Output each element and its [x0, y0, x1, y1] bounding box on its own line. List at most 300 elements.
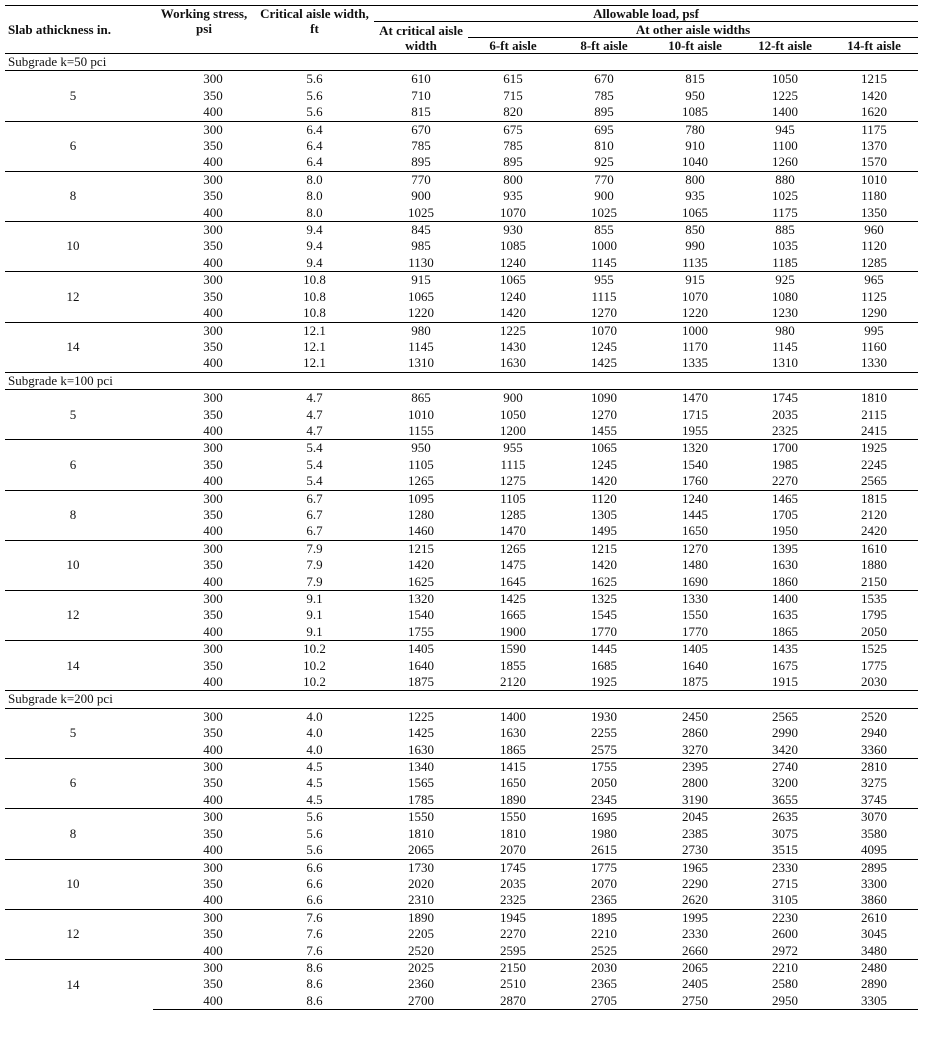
working-stress-cell: 350 [203, 338, 223, 354]
load-cell: 2385 [682, 825, 708, 841]
load-cell: 2120 [861, 506, 888, 522]
subgrade-row [5, 372, 918, 389]
load-cell: 1220 [408, 305, 434, 321]
load-cell: 1420 [591, 473, 617, 489]
load-cell: 1145 [408, 338, 434, 354]
load-cell: 1050 [500, 406, 526, 422]
load-cell: 2290 [682, 875, 708, 891]
load-cell: 1795 [861, 607, 888, 623]
slab-thickness-cell: 12 [5, 909, 153, 959]
load-cell: 3480 [861, 942, 888, 958]
working-stress-cell: 300 [153, 809, 255, 826]
load-cell: 1270 [591, 305, 617, 321]
load-cell: 1915 [772, 674, 798, 690]
load-cell: 1760 [682, 473, 708, 489]
load-cell: 2600 [772, 926, 798, 942]
load-cell: 1240 [500, 288, 526, 304]
critical-aisle-cell: 12.1 [255, 322, 374, 339]
load-cell: 2205 [408, 926, 434, 942]
working-stress-cell: 400 [203, 741, 223, 757]
load-cell: 1065 [558, 440, 650, 457]
load-cell: 1630 [500, 725, 526, 741]
subgrade-row [5, 691, 918, 708]
load-cell: 1675 [772, 657, 798, 673]
load-cell: 2740 [740, 759, 830, 776]
load-cell: 1430 [500, 338, 526, 354]
load-cell: 1085 [682, 104, 708, 120]
critical-aisle-cell: 6.4 [255, 121, 374, 138]
load-cell: 1925 [591, 674, 617, 690]
load-cell: 1925 [830, 440, 918, 457]
subgrade-label: Subgrade k=100 pci [5, 372, 918, 389]
slab-thickness-cell: 8 [5, 171, 153, 221]
load-cell: 3045 [861, 926, 888, 942]
load-cell: 2800 [682, 775, 708, 791]
load-cell: 1245 [591, 338, 617, 354]
load-cell: 1265 [468, 540, 558, 557]
load-cell: 1745 [772, 390, 798, 406]
load-cell: 1445 [682, 506, 708, 522]
load-cell: 2565 [772, 708, 798, 724]
load-cell: 2245 [861, 456, 888, 472]
load-cell: 1335 [682, 355, 708, 371]
load-cell: 1115 [591, 288, 617, 304]
load-cell: 1875 [408, 674, 434, 690]
table-body [5, 54, 918, 1010]
load-cell: 2705 [558, 993, 650, 1010]
critical-aisle-cell: 12.1 [303, 355, 326, 371]
critical-aisle-cell: 10.8 [303, 305, 326, 321]
load-cell: 1200 [500, 422, 526, 438]
working-stress-cell: 300 [153, 121, 255, 138]
load-cell: 1755 [558, 759, 650, 776]
load-cell: 880 [740, 171, 830, 188]
working-stress-cell: 350 [203, 825, 223, 841]
load-cell: 1025 [772, 188, 798, 204]
critical-aisle-cell: 5.6 [306, 825, 323, 841]
load-cell: 2415 [861, 422, 888, 438]
load-cell: 3070 [830, 809, 918, 826]
load-cell: 2580 [772, 976, 798, 992]
load-cell: 1025 [591, 204, 617, 220]
load-cell: 1625 [591, 573, 617, 589]
load-cell: 1105 [468, 490, 558, 507]
load-cell: 2050 [861, 623, 888, 639]
working-stress-cell: 400 [203, 942, 223, 958]
load-cell: 1175 [830, 121, 918, 138]
critical-aisle-cell: 12.1 [303, 338, 326, 354]
load-cell: 1445 [558, 641, 650, 658]
load-cell: 1270 [650, 540, 740, 557]
load-cell: 815 [411, 104, 431, 120]
allowable-load-table [5, 5, 918, 1010]
load-cell: 2210 [740, 959, 830, 976]
allowable-load-header: Allowable load, psf [374, 6, 918, 22]
load-cell: 1010 [408, 406, 434, 422]
working-stress-cell: 350 [203, 976, 223, 992]
load-cell: 1050 [772, 71, 798, 87]
critical-aisle-cell: 5.6 [306, 87, 323, 103]
working-stress-cell: 300 [153, 490, 255, 507]
table-row [5, 222, 918, 239]
load-cell: 1540 [408, 607, 434, 623]
working-stress-cell: 350 [203, 926, 223, 942]
load-cell: 1950 [772, 523, 798, 539]
critical-aisle-cell: 6.4 [306, 154, 323, 170]
load-cell: 1225 [468, 322, 558, 339]
load-cell: 1415 [468, 759, 558, 776]
load-cell: 1590 [468, 641, 558, 658]
critical-aisle-cell: 7.6 [255, 909, 374, 926]
load-cell: 675 [468, 121, 558, 138]
load-cell: 615 [503, 71, 523, 87]
load-cell: 1945 [468, 909, 558, 926]
load-cell: 1715 [682, 406, 708, 422]
working-stress-cell: 400 [203, 305, 223, 321]
load-cell: 710 [411, 87, 431, 103]
critical-aisle-cell: 6.4 [306, 138, 323, 154]
critical-aisle-cell: 8.0 [306, 204, 323, 220]
load-cell: 1350 [861, 204, 888, 220]
working-stress-cell: 400 [203, 204, 223, 220]
load-cell: 1310 [772, 355, 798, 371]
at-critical-header: At critical aisle width [374, 22, 468, 54]
aisle-10ft-header: 10-ft aisle [650, 38, 740, 54]
load-cell: 1070 [500, 204, 526, 220]
critical-aisle-cell: 7.9 [306, 557, 323, 573]
critical-aisle-cell: 10.8 [303, 288, 326, 304]
load-cell: 1875 [682, 674, 708, 690]
working-stress-cell: 300 [153, 859, 255, 876]
critical-aisle-cell: 6.7 [306, 523, 323, 539]
load-cell: 980 [740, 322, 830, 339]
critical-aisle-cell: 5.6 [306, 842, 323, 858]
critical-aisle-cell: 10.2 [255, 641, 374, 658]
working-stress-cell: 350 [203, 725, 223, 741]
load-cell: 1320 [374, 591, 468, 608]
working-stress-cell: 400 [203, 791, 223, 807]
slab-thickness-cell: 8 [5, 809, 153, 859]
load-cell: 1070 [682, 288, 708, 304]
critical-aisle-cell: 6.7 [255, 490, 374, 507]
load-cell: 1420 [500, 305, 526, 321]
load-cell: 2065 [408, 842, 434, 858]
load-cell: 1130 [408, 254, 434, 270]
critical-aisle-cell: 6.6 [306, 875, 323, 891]
load-cell: 2150 [468, 959, 558, 976]
working-stress-cell: 350 [203, 557, 223, 573]
load-cell: 1665 [500, 607, 526, 623]
load-cell: 1285 [861, 254, 888, 270]
load-cell: 2940 [861, 725, 888, 741]
working-stress-cell: 300 [153, 759, 255, 776]
subgrade-label: Subgrade k=50 pci [5, 54, 918, 71]
load-cell: 950 [374, 440, 468, 457]
critical-aisle-cell: 7.9 [306, 573, 323, 589]
load-cell: 1535 [830, 591, 918, 608]
slab-thickness-cell: 5 [69, 87, 77, 103]
load-cell: 1405 [374, 641, 468, 658]
load-cell: 2365 [591, 976, 617, 992]
working-stress-header: Working stress, psi [153, 6, 255, 54]
load-cell: 1700 [740, 440, 830, 457]
critical-aisle-cell: 4.5 [306, 791, 323, 807]
load-cell: 1645 [500, 573, 526, 589]
load-cell: 1690 [682, 573, 708, 589]
load-cell: 1890 [374, 909, 468, 926]
load-cell: 1460 [408, 523, 434, 539]
load-cell: 1125 [861, 288, 887, 304]
load-cell: 2715 [772, 875, 798, 891]
load-cell: 960 [830, 222, 918, 239]
critical-aisle-cell: 9.4 [306, 238, 323, 254]
load-cell: 1290 [861, 305, 888, 321]
load-cell: 2972 [772, 942, 798, 958]
load-cell: 925 [740, 272, 830, 289]
critical-aisle-cell: 6.6 [255, 859, 374, 876]
critical-aisle-cell: 9.4 [255, 222, 374, 239]
load-cell: 815 [685, 71, 705, 87]
load-cell: 670 [374, 121, 468, 138]
critical-aisle-cell: 8.6 [255, 993, 374, 1010]
load-cell: 2050 [591, 775, 617, 791]
slab-thickness-cell: 10 [5, 540, 153, 590]
load-cell: 1330 [650, 591, 740, 608]
slab-thickness-cell: 14 [5, 641, 153, 691]
load-cell: 1770 [591, 623, 617, 639]
load-cell: 1010 [830, 171, 918, 188]
table-row [5, 591, 918, 608]
load-cell: 925 [594, 154, 614, 170]
load-cell: 2150 [861, 573, 888, 589]
load-cell: 1635 [772, 607, 798, 623]
load-cell: 2230 [740, 909, 830, 926]
slab-thickness-cell: 5 [69, 725, 77, 741]
slab-thickness-cell: 14 [5, 959, 153, 1009]
working-stress-cell: 400 [203, 623, 223, 639]
slab-thickness-cell: 6 [5, 759, 153, 809]
critical-aisle-cell: 8.6 [306, 976, 323, 992]
table-row [5, 759, 918, 776]
table-row [5, 540, 918, 557]
load-cell: 2360 [408, 976, 434, 992]
critical-aisle-cell: 6.6 [306, 892, 323, 908]
table-row [5, 121, 918, 138]
load-cell: 2575 [591, 741, 617, 757]
load-cell: 1305 [591, 506, 617, 522]
slab-thickness-cell: 5 [69, 406, 77, 422]
aisle-12ft-header: 12-ft aisle [740, 38, 830, 54]
working-stress-cell: 400 [203, 154, 223, 170]
load-cell: 1105 [408, 456, 434, 472]
load-cell: 1240 [500, 254, 526, 270]
load-cell: 1550 [374, 809, 468, 826]
critical-aisle-cell: 5.4 [306, 456, 323, 472]
load-cell: 2890 [861, 976, 888, 992]
working-stress-cell: 400 [203, 523, 223, 539]
table-row [5, 390, 918, 407]
load-cell: 910 [685, 138, 705, 154]
load-cell: 915 [374, 272, 468, 289]
load-cell: 770 [558, 171, 650, 188]
slab-thickness-cell: 6 [5, 440, 153, 490]
load-cell: 1995 [650, 909, 740, 926]
load-cell: 2330 [682, 926, 708, 942]
load-cell: 3420 [772, 741, 798, 757]
load-cell: 2615 [591, 842, 617, 858]
critical-aisle-cell: 5.6 [306, 71, 323, 87]
load-cell: 1220 [682, 305, 708, 321]
load-cell: 1550 [468, 809, 558, 826]
load-cell: 915 [650, 272, 740, 289]
load-cell: 3655 [772, 791, 798, 807]
load-cell: 1260 [772, 154, 798, 170]
critical-aisle-cell: 10.8 [255, 272, 374, 289]
working-stress-cell: 400 [203, 422, 223, 438]
table-row [5, 708, 918, 725]
working-stress-cell: 300 [153, 222, 255, 239]
load-cell: 1065 [682, 204, 708, 220]
load-cell: 1895 [558, 909, 650, 926]
critical-aisle-cell: 6.7 [306, 506, 323, 522]
load-cell: 2270 [500, 926, 526, 942]
load-cell: 3275 [861, 775, 888, 791]
load-cell: 1480 [682, 557, 708, 573]
load-cell: 1900 [500, 623, 526, 639]
load-cell: 1455 [591, 422, 617, 438]
load-cell: 990 [685, 238, 705, 254]
slab-thickness-cell: 8 [5, 490, 153, 540]
working-stress-cell: 350 [203, 506, 223, 522]
load-cell: 1425 [468, 591, 558, 608]
load-cell: 900 [411, 188, 431, 204]
load-cell: 2730 [682, 842, 708, 858]
working-stress-cell: 300 [153, 540, 255, 557]
working-stress-cell: 300 [153, 641, 255, 658]
working-stress-cell: 350 [203, 607, 223, 623]
load-cell: 1400 [772, 104, 798, 120]
load-cell: 2115 [861, 406, 887, 422]
critical-aisle-cell: 9.4 [306, 254, 323, 270]
table-row [5, 909, 918, 926]
load-cell: 2510 [500, 976, 526, 992]
load-cell: 2405 [682, 976, 708, 992]
load-cell: 785 [503, 138, 523, 154]
working-stress-cell: 300 [153, 171, 255, 188]
load-cell: 1065 [408, 288, 434, 304]
load-cell: 785 [411, 138, 431, 154]
critical-aisle-cell: 7.9 [255, 540, 374, 557]
load-cell: 2345 [591, 791, 617, 807]
critical-aisle-cell: 4.5 [306, 775, 323, 791]
critical-aisle-cell: 4.0 [306, 725, 323, 741]
load-cell: 1090 [591, 390, 617, 406]
critical-aisle-cell: 4.7 [306, 390, 323, 406]
slab-thickness-cell: 6 [5, 121, 153, 171]
load-cell: 1775 [861, 657, 888, 673]
load-cell: 2635 [740, 809, 830, 826]
load-cell: 955 [468, 440, 558, 457]
load-cell: 1650 [500, 775, 526, 791]
load-cell: 1775 [558, 859, 650, 876]
load-cell: 1280 [408, 506, 434, 522]
load-cell: 1330 [861, 355, 888, 371]
load-cell: 3515 [772, 842, 798, 858]
load-cell: 2365 [591, 892, 617, 908]
load-cell: 1215 [861, 71, 888, 87]
load-cell: 1705 [772, 506, 798, 522]
load-cell: 695 [558, 121, 650, 138]
load-cell: 1630 [500, 355, 526, 371]
load-cell: 1420 [408, 557, 434, 573]
load-cell: 2620 [682, 892, 708, 908]
load-cell: 2045 [650, 809, 740, 826]
load-cell: 1640 [408, 657, 434, 673]
load-cell: 1070 [558, 322, 650, 339]
load-cell: 3360 [861, 741, 888, 757]
load-cell: 980 [374, 322, 468, 339]
load-cell: 2420 [861, 523, 888, 539]
load-cell: 895 [411, 154, 431, 170]
working-stress-cell: 350 [203, 238, 223, 254]
load-cell: 820 [503, 104, 523, 120]
load-cell: 1755 [408, 623, 434, 639]
load-cell: 800 [650, 171, 740, 188]
load-cell: 1470 [682, 390, 708, 406]
load-cell: 895 [594, 104, 614, 120]
slab-thickness-cell: 10 [5, 859, 153, 909]
critical-aisle-cell: 4.5 [255, 759, 374, 776]
at-other-header: At other aisle widths [468, 22, 918, 38]
load-cell: 1955 [682, 422, 708, 438]
load-cell: 2700 [374, 993, 468, 1010]
load-cell: 1040 [682, 154, 708, 170]
load-cell: 1420 [591, 557, 617, 573]
load-cell: 955 [558, 272, 650, 289]
load-cell: 2860 [682, 725, 708, 741]
load-cell: 855 [558, 222, 650, 239]
load-cell: 965 [830, 272, 918, 289]
load-cell: 1625 [408, 573, 434, 589]
load-cell: 1495 [591, 523, 617, 539]
load-cell: 1650 [682, 523, 708, 539]
load-cell: 1425 [408, 725, 434, 741]
load-cell: 770 [374, 171, 468, 188]
load-cell: 1965 [650, 859, 740, 876]
load-cell: 1985 [772, 456, 798, 472]
working-stress-cell: 300 [203, 708, 223, 724]
load-cell: 2810 [830, 759, 918, 776]
load-cell: 1160 [861, 338, 887, 354]
aisle-8ft-header: 8-ft aisle [558, 38, 650, 54]
load-cell: 930 [468, 222, 558, 239]
load-cell: 1225 [772, 87, 798, 103]
critical-aisle-cell: 5.6 [306, 104, 323, 120]
load-cell: 1240 [650, 490, 740, 507]
load-cell: 1815 [830, 490, 918, 507]
critical-aisle-cell: 8.6 [255, 959, 374, 976]
load-cell: 1550 [682, 607, 708, 623]
working-stress-cell: 350 [203, 188, 223, 204]
load-cell: 1000 [591, 238, 617, 254]
working-stress-cell: 400 [203, 355, 223, 371]
load-cell: 935 [685, 188, 705, 204]
critical-aisle-cell: 5.4 [255, 440, 374, 457]
load-cell: 1810 [500, 825, 526, 841]
load-cell: 1000 [650, 322, 740, 339]
table-row [5, 440, 918, 457]
critical-aisle-cell: 7.6 [306, 942, 323, 958]
